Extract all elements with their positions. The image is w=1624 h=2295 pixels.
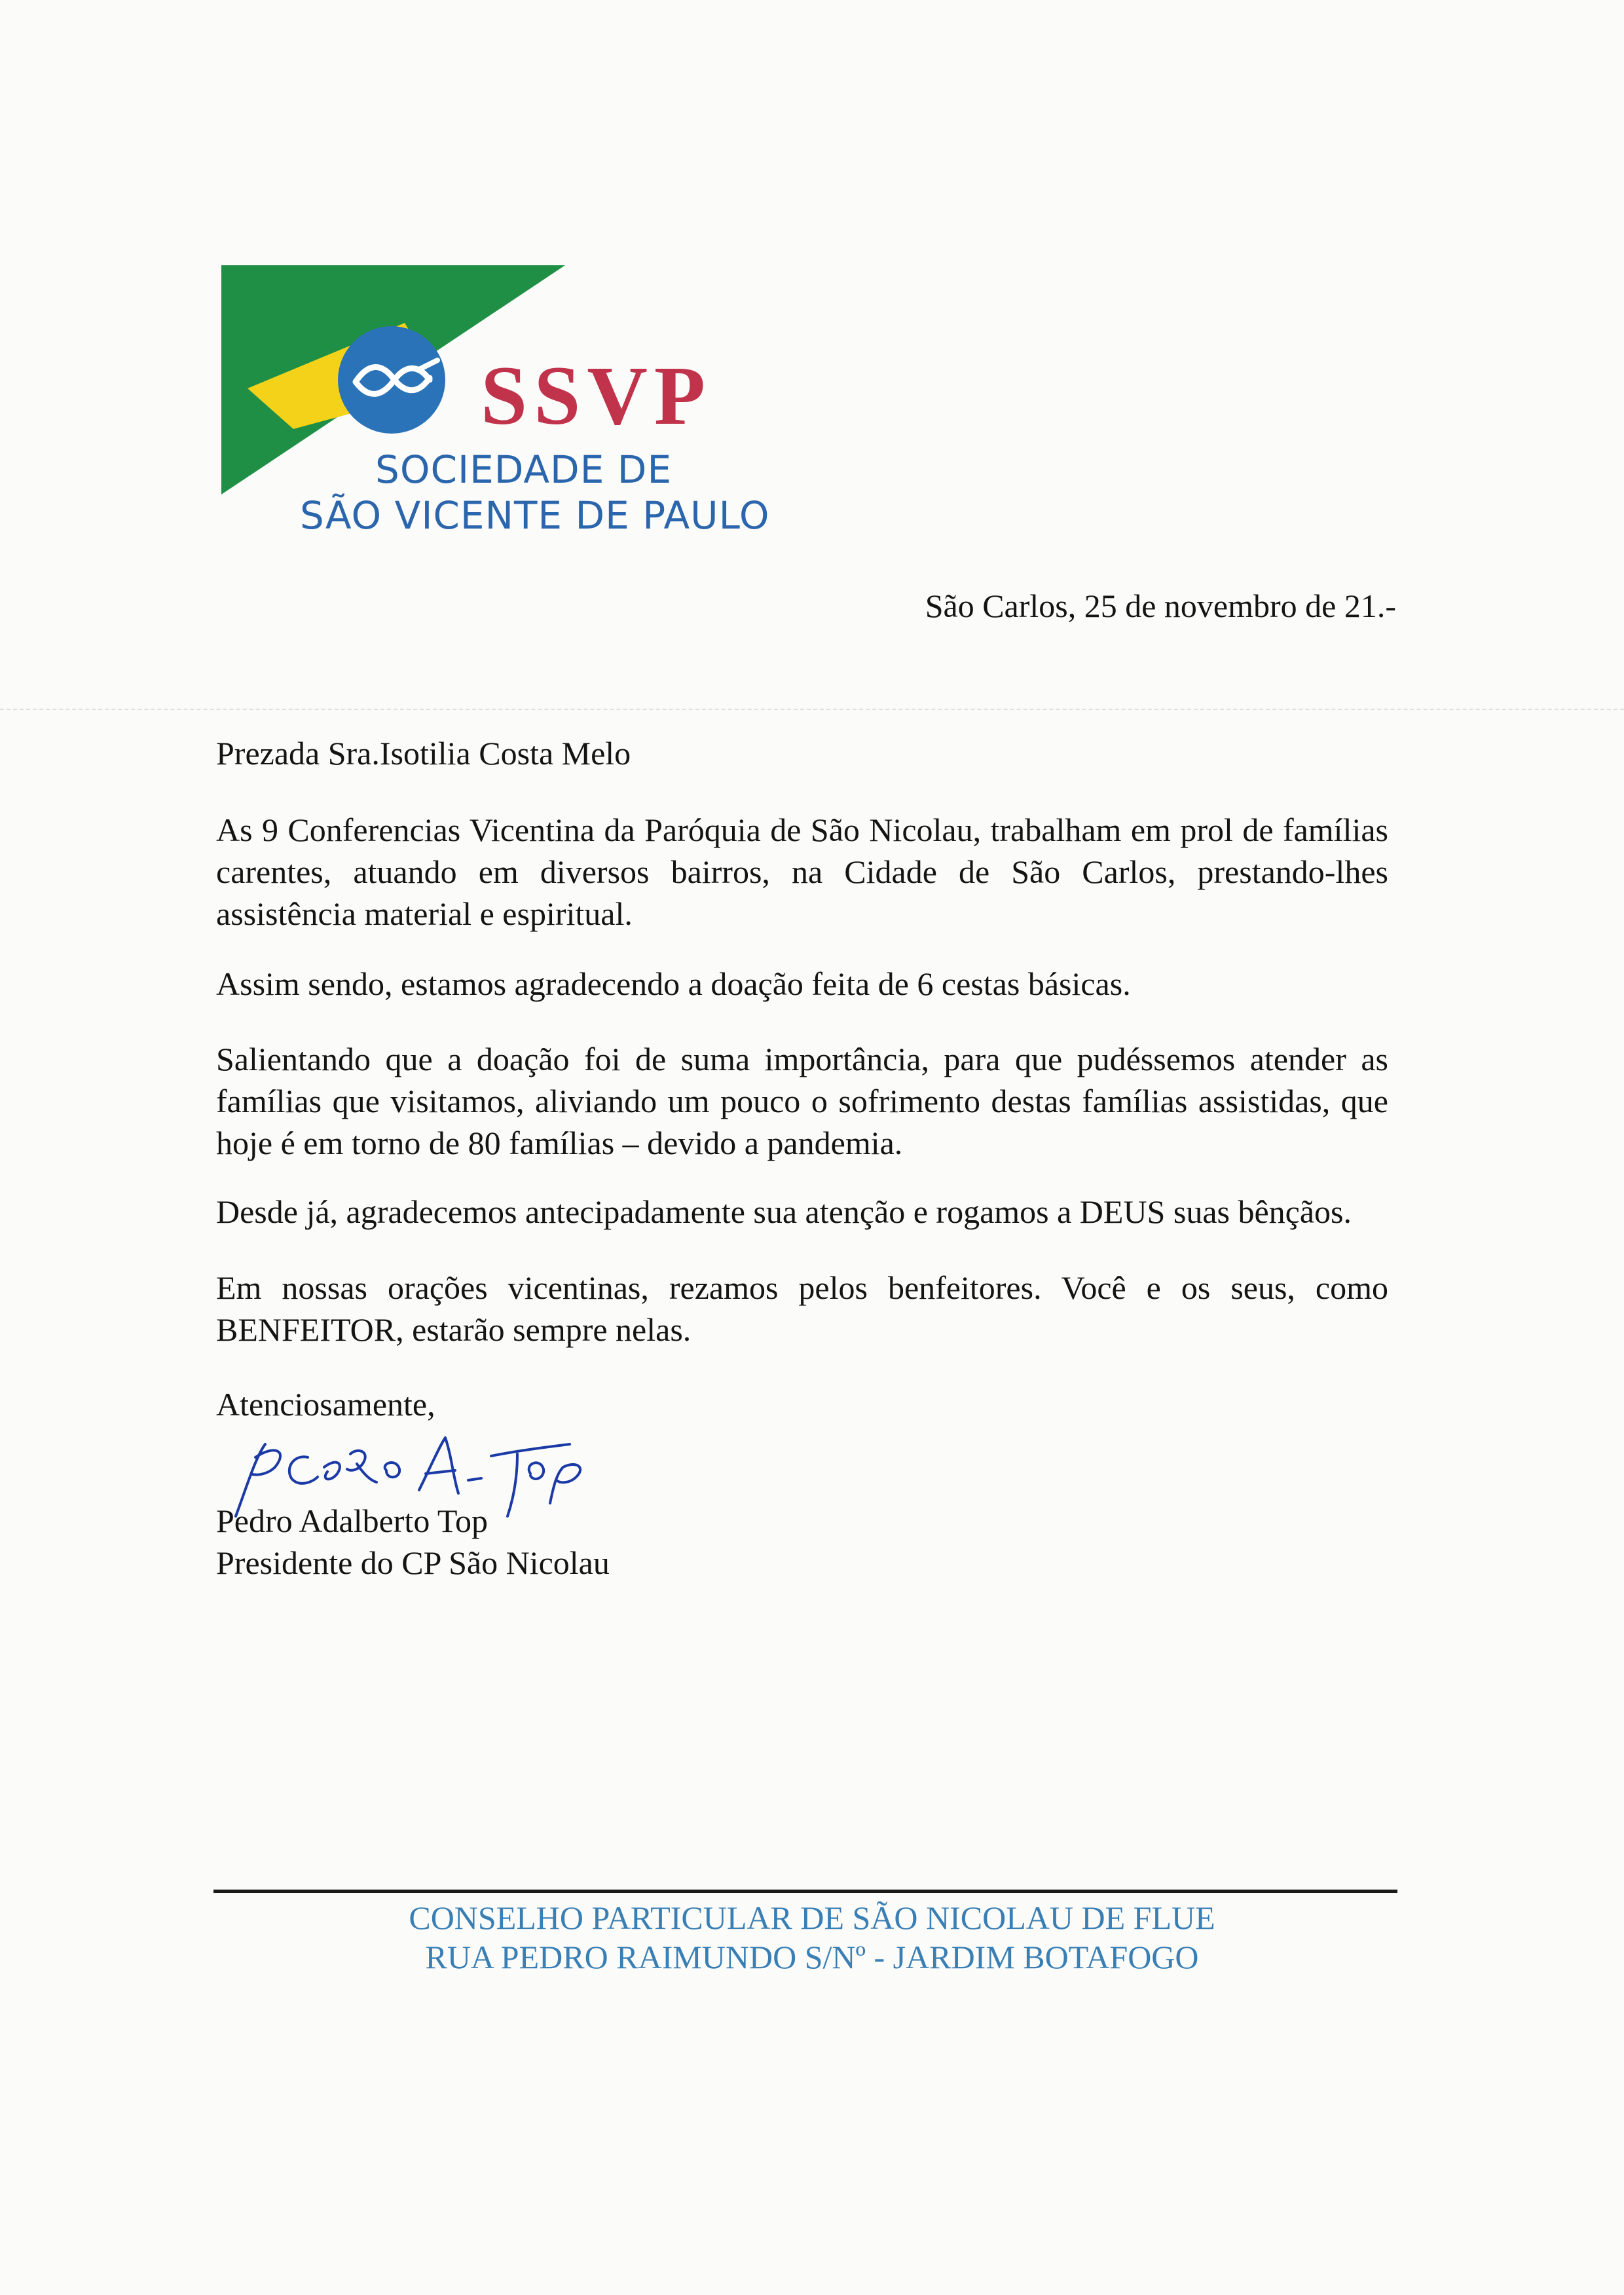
paragraph-blessing: Desde já, agradecemos antecipadamente sua atenção e rogamos a DEUS suas bênçãos. — [216, 1193, 1352, 1230]
paragraph-importance: Salientando que a doação foi de suma importância, para que pudéssemos atender as famílias que visitamos, aliviando um pouco o sofrimento destas famílias assistidas, que hoje é em torno de 80 famílias – devido a pandemia. — [216, 1041, 1388, 1161]
closing: Atenciosamente, — [216, 1386, 435, 1423]
logo-acronym: SSVP — [481, 349, 712, 442]
letter-date: São Carlos, 25 de novembro de 21.- — [925, 588, 1396, 624]
signer-title: Presidente do CP São Nicolau — [216, 1544, 610, 1581]
ssvp-logo — [221, 265, 770, 540]
signer-name: Pedro Adalberto Top — [216, 1502, 488, 1539]
logo-name-line1: SOCIEDADE DE — [375, 447, 673, 492]
footer-rule — [213, 1890, 1397, 1893]
fold-line — [0, 709, 1624, 710]
paragraph-thanks: Assim sendo, estamos agradecendo a doação feita de 6 cestas básicas. — [216, 965, 1131, 1002]
footer-organization: CONSELHO PARTICULAR DE SÃO NICOLAU DE FLUE — [409, 1899, 1215, 1936]
logo-name-line2: SÃO VICENTE DE PAULO — [300, 493, 770, 538]
paragraph-conferences: As 9 Conferencias Vicentina da Paróquia de São Nicolau, trabalham em prol de famílias carentes, atuando em diversos bairros, na Cidade de São Carlos, prestando-lhes assistência material e espiritual. — [216, 812, 1388, 932]
paragraph-prayers: Em nossas orações vicentinas, rezamos pelos benfeitores. Você e os seus, como BENFEITOR, estarão sempre nelas. — [216, 1269, 1388, 1348]
footer-address: RUA PEDRO RAIMUNDO S/Nº - JARDIM BOTAFOGO — [425, 1939, 1199, 1975]
greeting: Prezada Sra.Isotilia Costa Melo — [216, 735, 631, 772]
